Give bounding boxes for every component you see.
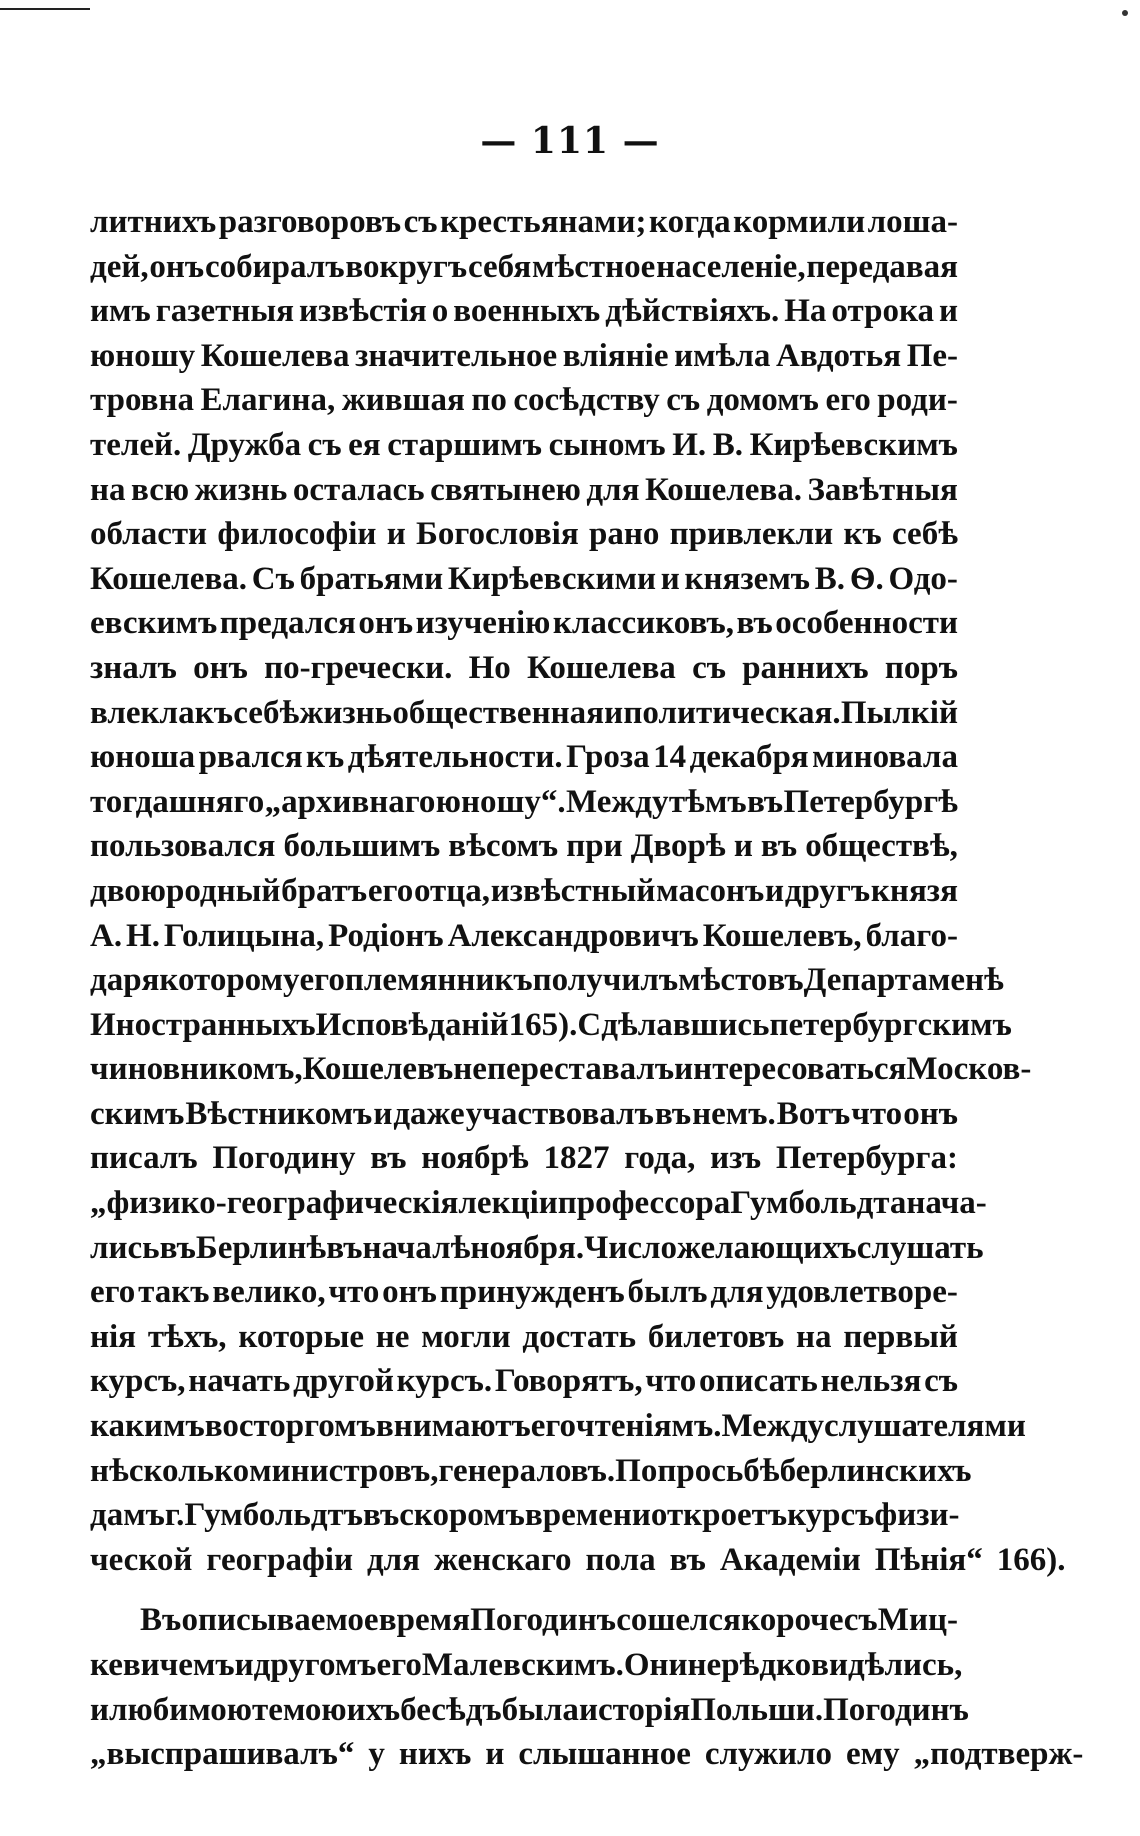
text-line: юношу Кошелева значительное вліяніе имѣла Авдотья Пе- — [90, 337, 958, 374]
text-line: на всю жизнь осталась святынею для Кошелева. Завѣтныя — [90, 471, 958, 508]
text-line: какимъ восторгомъ внимаютъ его чтеніямъ. Между слушателями — [90, 1408, 1026, 1445]
text-line: юноша рвался къ дѣятельности. Гроза 14 декабря миновала — [90, 739, 958, 776]
text-line: скимъ Вѣстникомъ и даже участвовалъ въ немъ. Вотъ что онъ — [90, 1095, 958, 1132]
text-line: евскимъ предался онъ изученію классиковъ, въ особенности — [90, 605, 958, 642]
text-line: кевичемъ и другомъ его Малевскимъ. Они нерѣдко видѣлись, — [90, 1647, 963, 1683]
text-line: влекла къ себѣ жизнь общественная и политическая. Пылкій — [90, 694, 958, 731]
text-line: и любимою темою ихъ бесѣдъ была исторія Польши. Погодинъ — [90, 1691, 969, 1728]
text-line: Въ описываемое время Погодинъ сошелся короче съ Миц- — [140, 1602, 958, 1639]
text-line: области философіи и Богословія рано привлекли къ себѣ — [90, 516, 958, 553]
text-line: его такъ велико, что онъ принужденъ былъ для удовлетворе- — [90, 1274, 958, 1311]
text-line: „выспрашивалъ“ у нихъ и слышанное служило ему „подтверж- — [90, 1736, 1084, 1773]
text-line: тровна Елагина, жившая по сосѣдству съ домомъ его роди- — [90, 382, 958, 419]
text-line: даря которому его племянникъ получилъ мѣсто въ Департаменѣ — [90, 962, 1004, 999]
top-rule — [0, 8, 90, 10]
text-line: ческой географіи для женскаго пола въ Академіи Пѣнія“ 166). — [90, 1541, 1066, 1578]
text-line: нѣсколько министровъ, генераловъ. По просьбѣ берлинскихъ — [90, 1452, 972, 1489]
text-line: курсъ, начать другой курсъ. Говорятъ, что описать нельзя съ — [90, 1363, 958, 1400]
text-line: дамъ г. Гумбольдтъ въ скоромъ времени откроетъ курсъ физи- — [90, 1497, 960, 1534]
text-line: пользовался большимъ вѣсомъ при Дворѣ и въ обществѣ, — [90, 828, 958, 865]
text-line: телей. Дружба съ ея старшимъ сыномъ И. В. Кирѣевскимъ — [90, 426, 958, 463]
text-line: чиновникомъ, Кошелевъ не переставалъ интересоваться Москов- — [90, 1051, 1032, 1088]
page-body — [90, 200, 1084, 1777]
text-line: Иностранныхъ Исповѣданій 165). Сдѣлавшись петербургскимъ — [90, 1006, 1012, 1043]
text-line: зналъ онъ по-гречески. Но Кошелева съ раннихъ поръ — [90, 649, 958, 686]
text-line: дей, онъ собиралъ вокругъ себя мѣстное населеніе, передавая — [90, 248, 958, 285]
text-line: литнихъ разговоровъ съ крестьянами; когда кормили лоша- — [90, 204, 958, 240]
text-line: писалъ Погодину въ ноябрѣ 1827 года, изъ Петербурга: — [90, 1140, 958, 1177]
text-line: лись въ Берлинѣ въ началѣ ноября. Число желающихъ слушать — [90, 1229, 984, 1266]
corner-mark — [1122, 10, 1128, 16]
text-line: нія тѣхъ, которые не могли достать билетовъ на первый — [90, 1318, 958, 1355]
text-line: двоюродный братъ его отца, извѣстный масонъ и другъ князя — [90, 872, 958, 909]
paragraph — [90, 200, 1066, 1582]
paragraph — [90, 1598, 1084, 1776]
text-line: „физико-географическія лекціи профессора Гумбольдта нача- — [90, 1185, 987, 1222]
page-number: — 111 — — [480, 120, 660, 162]
text-line: А. Н. Голицына, Родіонъ Александровичъ Кошелевъ, благо- — [90, 917, 958, 954]
text-line: имъ газетныя извѣстія о военныхъ дѣйствіяхъ. На отрока и — [90, 293, 958, 330]
text-line: тогдашняго „архивнаго юношу“. Между тѣмъ въ Петербургѣ — [90, 783, 958, 820]
text-line: Кошелева. Съ братьями Кирѣевскими и княземъ В. Ѳ. Одо- — [90, 560, 958, 597]
